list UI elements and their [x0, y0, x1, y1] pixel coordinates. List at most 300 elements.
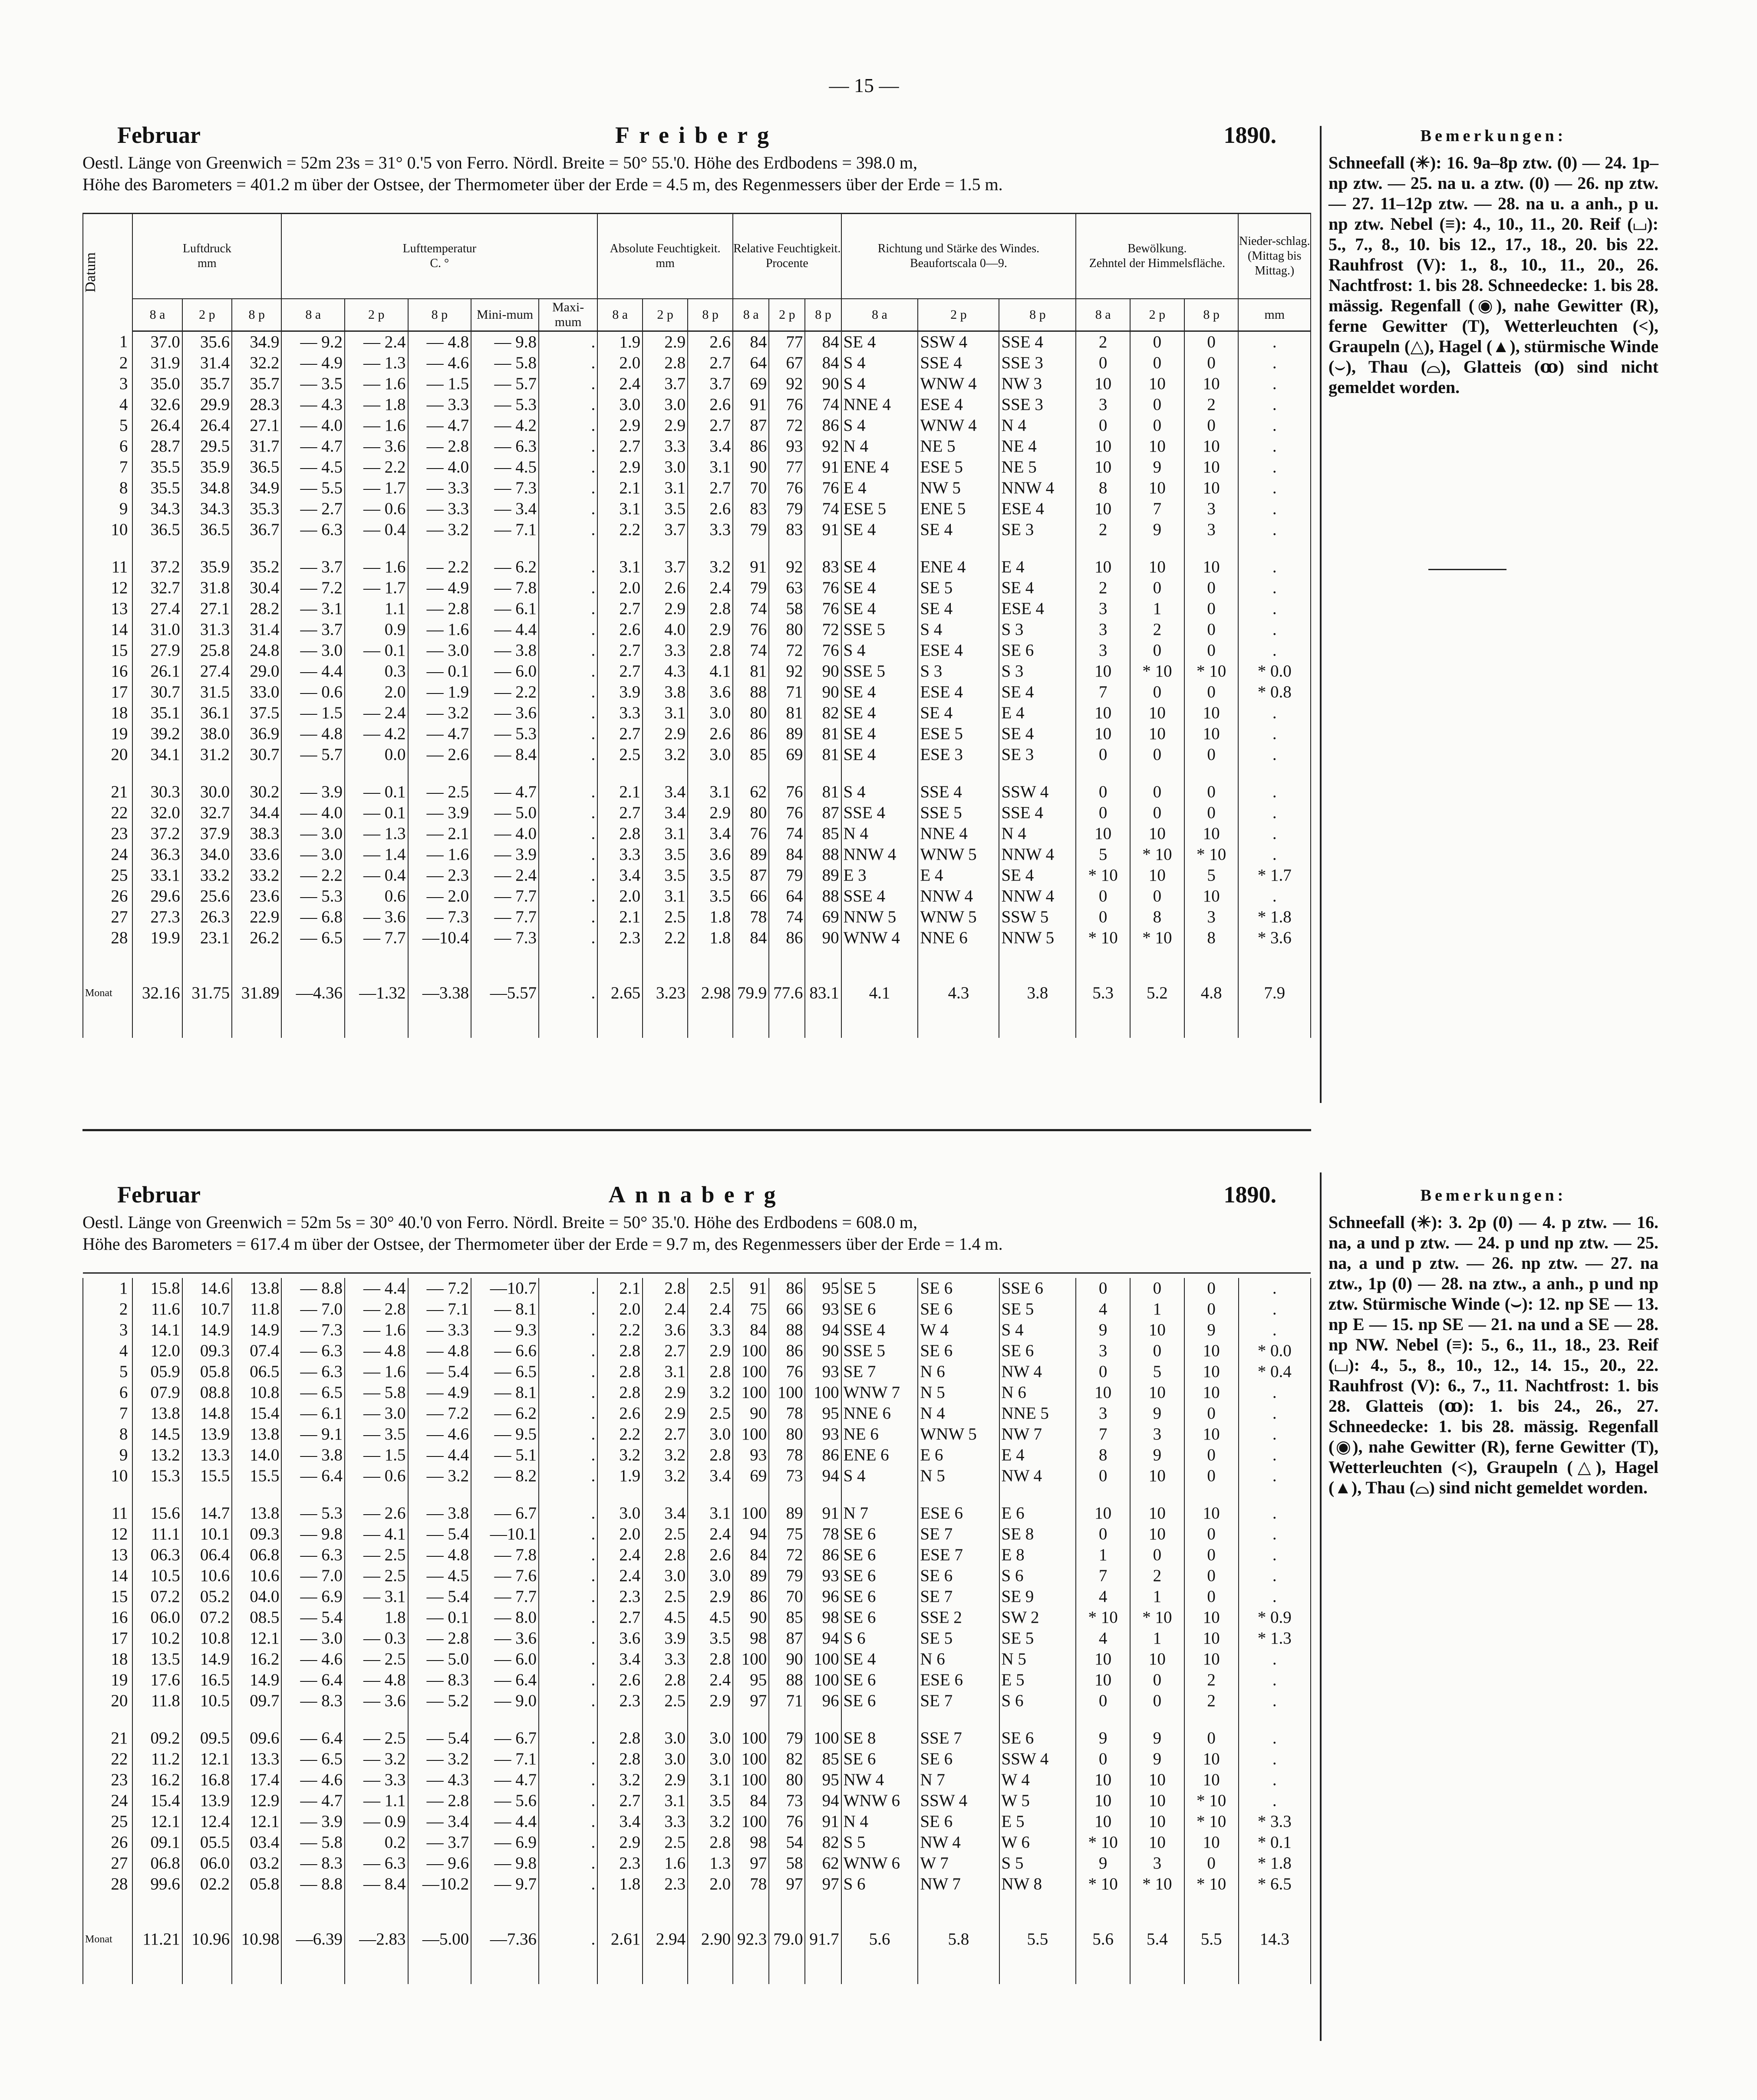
- table-cell: 81: [733, 661, 769, 682]
- table-cell: W 5: [999, 1790, 1076, 1811]
- table-row: [83, 1586, 1311, 1607]
- table-cell: 2.5: [643, 1832, 688, 1853]
- table-cell: 3.2: [643, 1445, 688, 1466]
- table-cell: — 6.4: [281, 1728, 345, 1749]
- table-cell: SE 4: [841, 682, 918, 703]
- table-cell: SSE 2: [918, 1607, 999, 1628]
- table-cell: — 1.6: [345, 415, 408, 436]
- table-cell: 82: [805, 703, 841, 723]
- table-cell: 3.5: [688, 1628, 733, 1649]
- table-cell: NW 3: [999, 373, 1076, 394]
- table-cell: NW 4: [841, 1770, 918, 1790]
- table-cell: * 1.8: [1239, 1853, 1311, 1874]
- table-cell: 63: [769, 578, 805, 598]
- table-cell: S 4: [841, 1466, 918, 1486]
- table-cell: 86: [805, 415, 841, 436]
- table-cell: 91: [805, 1503, 841, 1524]
- remarks-freiberg: [1328, 126, 1658, 397]
- table-cell: 9: [83, 499, 132, 519]
- table-cell: — 5.4: [408, 1524, 471, 1545]
- table-cell: 5: [1076, 844, 1130, 865]
- table-cell: — 1.3: [345, 823, 408, 844]
- table-cell: 2.6: [688, 331, 733, 353]
- table-cell: 0: [1130, 802, 1184, 823]
- table-cell: 11.8: [132, 1691, 182, 1711]
- table-cell: 69: [733, 373, 769, 394]
- table-cell: 88: [805, 886, 841, 907]
- table-cell: * 10: [1130, 1607, 1184, 1628]
- table-cell: — 3.6: [345, 1691, 408, 1711]
- table-cell: — 5.4: [281, 1607, 345, 1628]
- table-cell: — 3.3: [408, 499, 471, 519]
- remarks-title: Bemerkungen:: [1420, 127, 1567, 145]
- table-cell: SE 7: [918, 1586, 999, 1607]
- table-cell: — 5.2: [408, 1691, 471, 1711]
- table-cell: 10: [1076, 373, 1130, 394]
- table-cell: * 0.1: [1239, 1832, 1311, 1853]
- table-cell: 10.5: [132, 1565, 182, 1586]
- table-cell: 2.5: [688, 1403, 733, 1424]
- table-cell: — 6.6: [471, 1341, 539, 1361]
- table-cell: .: [1238, 353, 1311, 373]
- table-cell: 2.3: [597, 1853, 643, 1874]
- table-cell: NNW 4: [841, 844, 918, 865]
- table-cell: 34.1: [132, 744, 182, 765]
- table-cell: 12.4: [182, 1811, 232, 1832]
- table-cell: 3: [1076, 394, 1130, 415]
- table-cell: 3.2: [688, 1811, 733, 1832]
- table-cell: — 3.2: [408, 1466, 471, 1486]
- table-cell: 2.5: [688, 1278, 733, 1299]
- table-cell: 10.5: [182, 1691, 232, 1711]
- table-cell: .: [539, 519, 597, 540]
- table-cell: SE 6: [918, 1341, 999, 1361]
- table-cell: 76: [769, 1361, 805, 1382]
- table-row: [83, 1770, 1311, 1790]
- table-cell: 07.9: [132, 1382, 182, 1403]
- table-cell: .: [1239, 1649, 1311, 1670]
- table-cell: — 4.4: [345, 1278, 408, 1299]
- table-cell: .: [1239, 1466, 1311, 1486]
- table-cell: 3.1: [643, 1361, 688, 1382]
- table-cell: 26.2: [232, 928, 281, 948]
- table-cell: 2.9: [643, 331, 688, 353]
- table-cell: — 6.3: [281, 1361, 345, 1382]
- table-cell: — 2.8: [408, 598, 471, 619]
- table-cell: 37.0: [132, 331, 182, 353]
- table-cell: — 2.5: [345, 1728, 408, 1749]
- table-cell: N 4: [841, 823, 918, 844]
- table-cell: .: [1239, 1586, 1311, 1607]
- table-cell: 0: [1184, 640, 1239, 661]
- table-cell: — 3.2: [345, 1749, 408, 1770]
- table-cell: 3.1: [597, 557, 643, 578]
- table-cell: 25: [83, 865, 132, 886]
- table-cell: — 3.3: [345, 1770, 408, 1790]
- table-cell: 33.0: [232, 682, 281, 703]
- table-cell: 3.6: [688, 844, 733, 865]
- table-cell: 2.9: [643, 415, 688, 436]
- table-cell: 28: [83, 928, 132, 948]
- table-cell: NNE 4: [918, 823, 999, 844]
- table-cell: 0: [1184, 744, 1239, 765]
- table-cell: — 9.2: [281, 331, 345, 353]
- table-cell: E 6: [999, 1503, 1076, 1524]
- mean-cell: 5.3: [1076, 965, 1130, 1021]
- table-cell: 39.2: [132, 723, 182, 744]
- table-cell: 32.6: [132, 394, 182, 415]
- table-cell: SE 6: [841, 1586, 918, 1607]
- table-cell: 3.4: [643, 1503, 688, 1524]
- table-cell: 0.9: [345, 619, 408, 640]
- table-cell: — 3.0: [345, 1403, 408, 1424]
- table-row: [83, 640, 1311, 661]
- table-cell: — 6.1: [471, 598, 539, 619]
- table-cell: 10: [1130, 1790, 1184, 1811]
- table-cell: .: [539, 886, 597, 907]
- mean-cell: 2.61: [597, 1911, 643, 1968]
- table-cell: .: [1238, 782, 1311, 802]
- table-cell: — 3.3: [408, 478, 471, 499]
- table-cell: 3.3: [643, 1811, 688, 1832]
- table-cell: 31.5: [182, 682, 232, 703]
- table-cell: 87: [733, 865, 769, 886]
- table-cell: — 4.7: [471, 782, 539, 802]
- table-cell: 35.5: [132, 457, 182, 478]
- table-cell: * 10: [1076, 1607, 1130, 1628]
- table-cell: 93: [769, 436, 805, 457]
- table-cell: 89: [733, 1565, 769, 1586]
- table-cell: 37.2: [132, 557, 182, 578]
- table-cell: — 3.6: [471, 1628, 539, 1649]
- table-cell: SE 5: [918, 1628, 999, 1649]
- table-cell: 0: [1130, 353, 1184, 373]
- table-cell: 2.6: [688, 499, 733, 519]
- table-cell: 3.8: [643, 682, 688, 703]
- table-cell: — 7.2: [408, 1403, 471, 1424]
- table-cell: 3.1: [643, 1790, 688, 1811]
- table-cell: — 5.3: [281, 1503, 345, 1524]
- table-cell: 2: [1130, 1565, 1184, 1586]
- table-cell: 31.9: [132, 353, 182, 373]
- table-cell: NNW 5: [999, 928, 1076, 948]
- table-cell: 96: [805, 1691, 841, 1711]
- table-row: [83, 1728, 1311, 1749]
- table-cell: 90: [805, 373, 841, 394]
- table-row: [83, 499, 1311, 519]
- table-cell: 10: [1184, 823, 1239, 844]
- station-header: [82, 122, 1311, 152]
- table-cell: — 3.9: [281, 782, 345, 802]
- table-row: [83, 1278, 1311, 1299]
- table-cell: 23: [83, 823, 132, 844]
- table-cell: — 6.0: [471, 1649, 539, 1670]
- table-cell: 2.7: [688, 415, 733, 436]
- table-cell: 4.5: [643, 1607, 688, 1628]
- table-cell: .: [539, 1445, 597, 1466]
- table-cell: 1.8: [688, 928, 733, 948]
- table-cell: .: [1238, 519, 1311, 540]
- table-cell: 3.0: [688, 1565, 733, 1586]
- table-cell: — 8.8: [281, 1874, 345, 1895]
- table-cell: 0: [1130, 1545, 1184, 1565]
- table-cell: — 4.9: [281, 353, 345, 373]
- table-cell: .: [1238, 394, 1311, 415]
- mean-cell: 5.8: [918, 1911, 999, 1968]
- table-cell: 2.7: [688, 353, 733, 373]
- table-cell: 93: [805, 1361, 841, 1382]
- table-cell: .: [1239, 1670, 1311, 1691]
- table-row: [83, 1424, 1311, 1445]
- station-name: Freiberg: [615, 122, 778, 148]
- table-cell: — 0.1: [345, 802, 408, 823]
- table-cell: 95: [805, 1278, 841, 1299]
- table-cell: NE 4: [999, 436, 1076, 457]
- table-cell: 0: [1130, 578, 1184, 598]
- table-cell: S 3: [999, 619, 1076, 640]
- table-cell: — 0.1: [345, 782, 408, 802]
- table-cell: 29.5: [182, 436, 232, 457]
- table-cell: 3.5: [688, 865, 733, 886]
- table-cell: 100: [733, 1341, 769, 1361]
- table-cell: 34.0: [182, 844, 232, 865]
- table-cell: 3.5: [643, 844, 688, 865]
- table-cell: 3: [1076, 1341, 1130, 1361]
- table-cell: 10: [1184, 1424, 1239, 1445]
- table-cell: ENE 6: [841, 1445, 918, 1466]
- table-cell: * 0.9: [1239, 1607, 1311, 1628]
- table-cell: 10: [1076, 723, 1130, 744]
- table-cell: — 4.0: [281, 802, 345, 823]
- table-cell: 91: [805, 457, 841, 478]
- table-cell: 10: [1130, 1770, 1184, 1790]
- table-cell: 3.7: [688, 373, 733, 394]
- table-cell: SE 6: [841, 1524, 918, 1545]
- table-cell: — 6.9: [281, 1586, 345, 1607]
- table-cell: 74: [805, 499, 841, 519]
- table-cell: 1.6: [643, 1853, 688, 1874]
- table-cell: 3.4: [643, 782, 688, 802]
- table-cell: 2.5: [643, 1691, 688, 1711]
- table-cell: 11: [83, 1503, 132, 1524]
- mean-cell: Monat: [83, 965, 132, 1021]
- table-cell: 91: [805, 519, 841, 540]
- table-cell: 2.8: [688, 1361, 733, 1382]
- table-cell: 15.4: [232, 1403, 281, 1424]
- mean-cell: —5.00: [408, 1911, 471, 1968]
- table-cell: 2.4: [597, 1565, 643, 1586]
- table-cell: — 1.6: [408, 844, 471, 865]
- table-cell: — 2.4: [471, 865, 539, 886]
- table-cell: 09.3: [182, 1341, 232, 1361]
- table-cell: ESE 4: [918, 682, 999, 703]
- table-cell: 70: [769, 1586, 805, 1607]
- table-cell: .: [539, 1382, 597, 1403]
- table-cell: 0: [1184, 598, 1239, 619]
- table-cell: — 4.7: [408, 723, 471, 744]
- table-cell: N 4: [841, 1811, 918, 1832]
- table-cell: 93: [733, 1445, 769, 1466]
- subheader-cell: 2 p: [918, 299, 999, 331]
- table-cell: 84: [733, 1320, 769, 1341]
- table-cell: 2.0: [597, 886, 643, 907]
- table-cell: SE 4: [841, 1649, 918, 1670]
- table-cell: SE 8: [999, 1524, 1076, 1545]
- table-cell: .: [1239, 1565, 1311, 1586]
- table-cell: — 1.6: [345, 1320, 408, 1341]
- table-cell: 25.6: [182, 886, 232, 907]
- table-cell: 90: [769, 1649, 805, 1670]
- table-cell: 2.8: [643, 353, 688, 373]
- table-cell: 3.1: [688, 1503, 733, 1524]
- table-cell: — 1.9: [408, 682, 471, 703]
- table-cell: 10.6: [232, 1565, 281, 1586]
- table-row: [83, 1341, 1311, 1361]
- table-cell: SE 4: [999, 865, 1076, 886]
- table-cell: ENE 4: [841, 457, 918, 478]
- table-cell: SE 6: [918, 1811, 999, 1832]
- subheader-cell: 8 p: [232, 299, 281, 331]
- table-cell: 2.9: [597, 457, 643, 478]
- table-row: [83, 1403, 1311, 1424]
- table-cell: 27: [83, 907, 132, 928]
- table-cell: ENE 4: [918, 557, 999, 578]
- table-cell: 10: [1184, 1607, 1239, 1628]
- table-cell: 06.5: [232, 1361, 281, 1382]
- table-cell: — 5.3: [281, 886, 345, 907]
- remarks-text: Schneefall (✳): 3. 2p (0) — 4. p ztw. — 16. na, a und p ztw. — 24. p und np ztw. — 25. na, a und p ztw. — 26. np ztw. — 27. na ztw., 1p (0) — 28. na ztw., a anh., p und np ztw. Stürmische Winde (⌣): 12. np SE — 13. np E — 15. np SE — 21. na und a SE — 28. np NW. Nebel (≡): 5., 6., 11., 18., 23. Reif (⌴): 4., 5., 8., 10., 12., 14. 15., 20., 22. Rauhfrost (V): 6., 7., 11. Nachtfrost: 1. bis 28. Glatteis (ꝏ): 1. bis 24., 26., 27. Schneedecke: 1. bis 28. mässig. Regenfall (◉), nahe Gewitter (R), ferne Gewitter (T), Wetterleuchten (<), Graupeln (△), Hagel (▲), Thau (⌓) sind nicht gemeldet worden.: [1328, 1212, 1658, 1497]
- table-row: [83, 844, 1311, 865]
- table-cell: 0: [1184, 578, 1239, 598]
- table-cell: 2.6: [688, 723, 733, 744]
- station-annaberg: [82, 1181, 1311, 1984]
- mean-cell: 5.4: [1130, 1911, 1184, 1968]
- table-cell: 2: [1184, 1691, 1239, 1711]
- table-cell: 03.2: [232, 1853, 281, 1874]
- table-cell: ESE 5: [841, 499, 918, 519]
- table-row: [83, 1466, 1311, 1486]
- table-cell: * 10: [1076, 928, 1130, 948]
- table-cell: 12: [83, 578, 132, 598]
- table-cell: — 0.6: [345, 1466, 408, 1486]
- table-cell: SSE 3: [999, 394, 1076, 415]
- table-cell: 3.0: [643, 457, 688, 478]
- table-row: [83, 1607, 1311, 1628]
- table-cell: 08.8: [182, 1382, 232, 1403]
- table-cell: — 4.7: [281, 436, 345, 457]
- table-cell: 3: [1076, 619, 1130, 640]
- table-cell: * 0.0: [1239, 1341, 1311, 1361]
- table-cell: .: [539, 1424, 597, 1445]
- table-cell: .: [539, 578, 597, 598]
- table-cell: — 4.7: [408, 415, 471, 436]
- table-cell: SE 4: [841, 557, 918, 578]
- table-cell: 4.3: [643, 661, 688, 682]
- table-cell: — 5.0: [471, 802, 539, 823]
- table-cell: 0: [1076, 1524, 1130, 1545]
- table-cell: 77: [769, 331, 805, 353]
- table-cell: 2.7: [688, 478, 733, 499]
- table-cell: 10: [1184, 436, 1239, 457]
- table-cell: 23.1: [182, 928, 232, 948]
- table-cell: 34.4: [232, 802, 281, 823]
- table-cell: 92: [769, 661, 805, 682]
- table-cell: 33.1: [132, 865, 182, 886]
- table-cell: .: [539, 1728, 597, 1749]
- table-cell: 36.9: [232, 723, 281, 744]
- table-cell: 69: [733, 1466, 769, 1486]
- table-cell: 21: [83, 782, 132, 802]
- table-cell: E 3: [841, 865, 918, 886]
- table-cell: 3.2: [688, 1382, 733, 1403]
- table-cell: 0: [1184, 682, 1239, 703]
- table-cell: 9: [1130, 1728, 1184, 1749]
- table-cell: 3.5: [643, 499, 688, 519]
- table-cell: 78: [769, 1445, 805, 1466]
- table-cell: 0: [1184, 1545, 1239, 1565]
- table-cell: SE 7: [918, 1691, 999, 1711]
- table-cell: 0: [1184, 1278, 1239, 1299]
- table-cell: 2: [1184, 1670, 1239, 1691]
- table-cell: 10: [1130, 1503, 1184, 1524]
- table-cell: 23.6: [232, 886, 281, 907]
- table-cell: 2.8: [688, 598, 733, 619]
- table-cell: W 4: [918, 1320, 999, 1341]
- mean-cell: 3.8: [999, 965, 1076, 1021]
- table-cell: 0: [1076, 1361, 1130, 1382]
- table-cell: — 9.8: [471, 331, 539, 353]
- mean-cell: 83.1: [805, 965, 841, 1021]
- table-cell: 75: [769, 1524, 805, 1545]
- table-cell: 3: [1076, 640, 1130, 661]
- table-cell: * 0.0: [1238, 661, 1311, 682]
- table-cell: NW 7: [918, 1874, 999, 1895]
- table-cell: 71: [769, 682, 805, 703]
- table-cell: WNW 5: [918, 844, 999, 865]
- table-cell: 13.8: [232, 1424, 281, 1445]
- mean-cell: 4.3: [918, 965, 999, 1021]
- table-cell: — 4.6: [281, 1649, 345, 1670]
- table-cell: .: [539, 1790, 597, 1811]
- table-cell: — 6.5: [281, 928, 345, 948]
- table-row: [83, 823, 1311, 844]
- table-row: [83, 1382, 1311, 1403]
- table-cell: 17: [83, 682, 132, 703]
- table-cell: 3.0: [643, 1565, 688, 1586]
- table-cell: 10: [1184, 886, 1239, 907]
- table-cell: ESE 6: [918, 1503, 999, 1524]
- table-cell: 14.9: [232, 1320, 281, 1341]
- table-cell: — 9.7: [471, 1874, 539, 1895]
- mean-cell: —5.57: [471, 965, 539, 1021]
- table-cell: 3.5: [688, 886, 733, 907]
- table-row: [83, 1874, 1311, 1895]
- table-cell: 4: [1076, 1299, 1130, 1320]
- mean-cell: 5.5: [1184, 1911, 1239, 1968]
- table-cell: 86: [769, 1278, 805, 1299]
- table-cell: 10: [1130, 1649, 1184, 1670]
- table-cell: 2.6: [597, 1670, 643, 1691]
- table-cell: SE 5: [999, 1628, 1076, 1649]
- table-cell: — 2.8: [408, 436, 471, 457]
- table-cell: .: [539, 1565, 597, 1586]
- table-cell: 89: [769, 1503, 805, 1524]
- table-cell: 90: [805, 1341, 841, 1361]
- table-cell: S 4: [999, 1320, 1076, 1341]
- table-cell: .: [539, 1403, 597, 1424]
- table-row: [83, 436, 1311, 457]
- table-cell: 0: [1076, 802, 1130, 823]
